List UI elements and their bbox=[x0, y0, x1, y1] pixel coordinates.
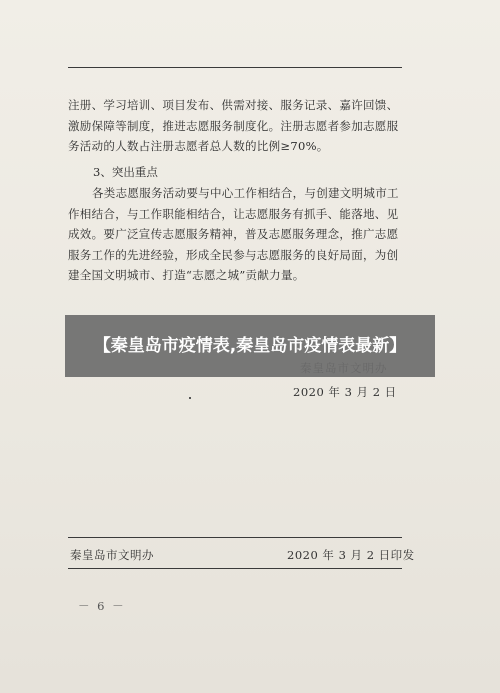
overlay-title: 【秦皇岛市疫情表,秦皇岛市疫情表最新】 bbox=[93, 336, 407, 356]
title-overlay-banner[interactable] bbox=[65, 315, 435, 377]
footer-bottom-rule bbox=[68, 568, 402, 569]
page-number: － 6 － bbox=[78, 599, 126, 613]
paragraph-registration: 注册、学习培训、项目发布、供需对接、服务记录、嘉许回馈、激励保障等制度，推进志愿服务制度化。注册志愿者参加志愿服务活动的人数占注册志愿者总人数的比例≥70%。 bbox=[68, 98, 399, 153]
signature-date: 2020 年 3 月 2 日 bbox=[293, 385, 397, 399]
section-heading-3: 3、突出重点 bbox=[93, 165, 158, 179]
footer-top-rule bbox=[68, 537, 402, 538]
footer-issuer: 秦皇岛市文明办 bbox=[70, 548, 154, 562]
paragraph-highlights: 各类志愿服务活动要与中心工作相结合，与创建文明城市工作相结合，与工作职能相结合，让志愿服务有抓手、能落地、见成效。要广泛宣传志愿服务精神，普及志愿服务理念，推广志愿服务工作的先进经验，形成全民参与志愿服务的良好局面，为创建全国文明城市、打造“志愿之城”贡献力量。 bbox=[68, 186, 399, 282]
ink-dot bbox=[189, 397, 191, 399]
top-rule bbox=[68, 67, 402, 68]
footer-issue-date: 2020 年 3 月 2 日印发 bbox=[287, 548, 415, 562]
